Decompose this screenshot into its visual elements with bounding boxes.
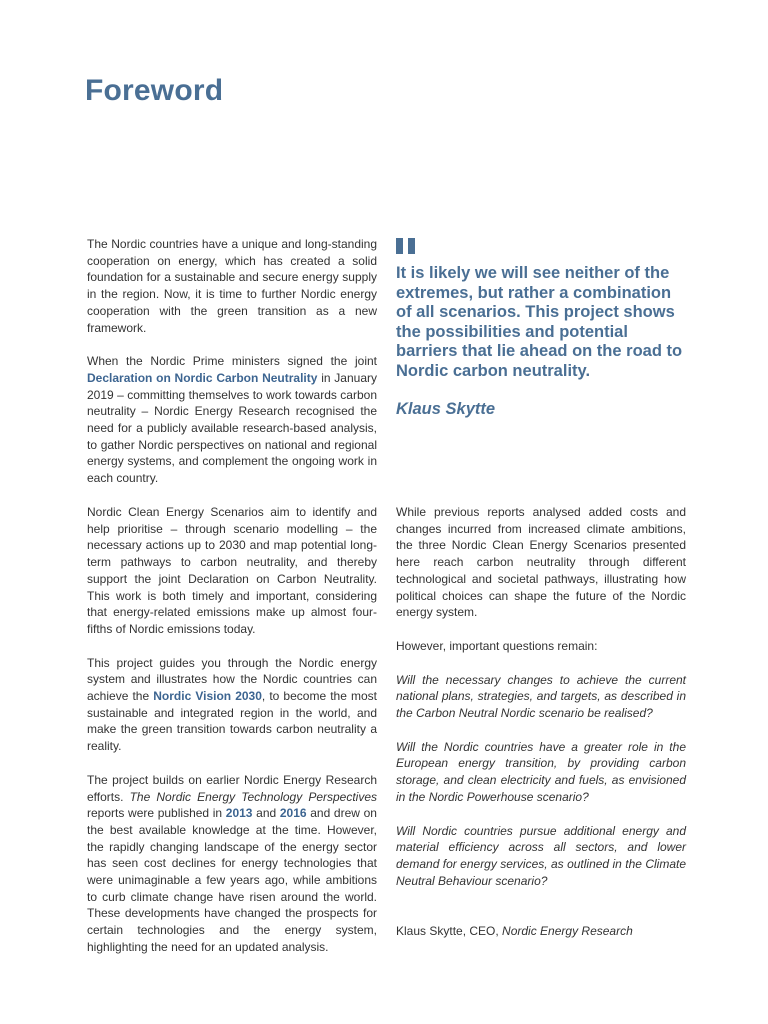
intro-paragraph: The Nordic countries have a unique and long-standing cooperation on energy, which has created a solid foundation for a sustainable and secure energy supply in the region. Now, it is time to further Nordic energy cooperation with the green transition as a new framework. [87,237,377,335]
question-nordic-powerhouse: Will the Nordic countries have a greater role in the European energy transition, by providing carbon storage, and clean electricity and fuels, as envisioned in the Nordic Powerhouse scenario? [396,739,686,804]
page-title: Foreword [85,74,224,107]
pull-quote: It is likely we will see neither of the extremes, but rather a combination of all scenarios. This project shows the possibilities and potential barriers that lie ahead on the road to Nordic carbon neutrality. [396,264,683,380]
left-column-top [87,236,377,487]
question-climate-neutral-behaviour: Will Nordic countries pursue additional energy and material efficiency across all sectors, and lower demand for energy services, as outlined in the Climate Neutral Behaviour scenario? [396,823,686,888]
guide-paragraph: This project guides you through the Nordic energy system and illustrates how the Nordic countries can achieve the Nordic Vision 2030, to become the most sustainable and integrated region in the world, and make the green transition towards carbon neutrality a reality. [87,655,377,754]
report-2016-link[interactable]: 2016 [279,806,307,821]
left-column-bottom [87,504,377,956]
declaration-paragraph: When the Nordic Prime ministers signed the joint Declaration on Nordic Carbon Neutrality in January 2019 – committing themselves to work towards carbon neutrality – Nordic Energy Research recognised the need for a publicly available research-based analysis, to gather Nordic perspectives on national and regional energy systems, and complement the ongoing work in each country. [87,354,378,486]
question-carbon-neutral-nordic: Will the necessary changes to achieve the current national plans, strategies, and targets, as described in the Carbon Neutral Nordic scenario be realised? [396,672,686,721]
declaration-link[interactable]: Declaration on Nordic Carbon Neutrality [87,370,318,385]
quote-author: Klaus Skytte [396,400,496,418]
signature: Klaus Skytte, CEO, Nordic Energy Research [396,924,633,939]
report-2013-link[interactable]: 2013 [225,806,253,821]
scenarios-paragraph: Nordic Clean Energy Scenarios aim to identify and help prioritise – through scenario modelling – the necessary actions up to 2030 and map potential long-term pathways to carbon neutrality, and thereby support the joint Declaration on Carbon Neutrality. This work is both timely and important, considering that energy-related emissions make up almost four-fifths of Nordic emissions today. [87,505,377,636]
quote-mark-icon [396,238,418,254]
history-paragraph: The project builds on earlier Nordic Energy Research efforts. The Nordic Energy Technology Perspectives reports were published in 2013 and 2016 and drew on the best available knowledge at the time. However, the rapidly changing landscape of the energy sector has seen cost declines for energy technologies that were unimaginable a few years ago, while ambitions to curb climate change have risen around the world. These developments have changed the prospects for certain technologies and the energy system, highlighting the need for an updated analysis. [87,772,378,954]
nordic-vision-link[interactable]: Nordic Vision 2030 [153,689,262,704]
previous-reports-paragraph: While previous reports analysed added costs and changes incurred from increased climate ambitions, the three Nordic Clean Energy Scenarios presented here reach carbon neutrality through different technological and societal pathways, illustrating how political choices can shape the future of the Nordic energy system. [396,505,686,620]
questions-intro: However, important questions remain: [396,638,598,653]
right-column [396,504,686,940]
